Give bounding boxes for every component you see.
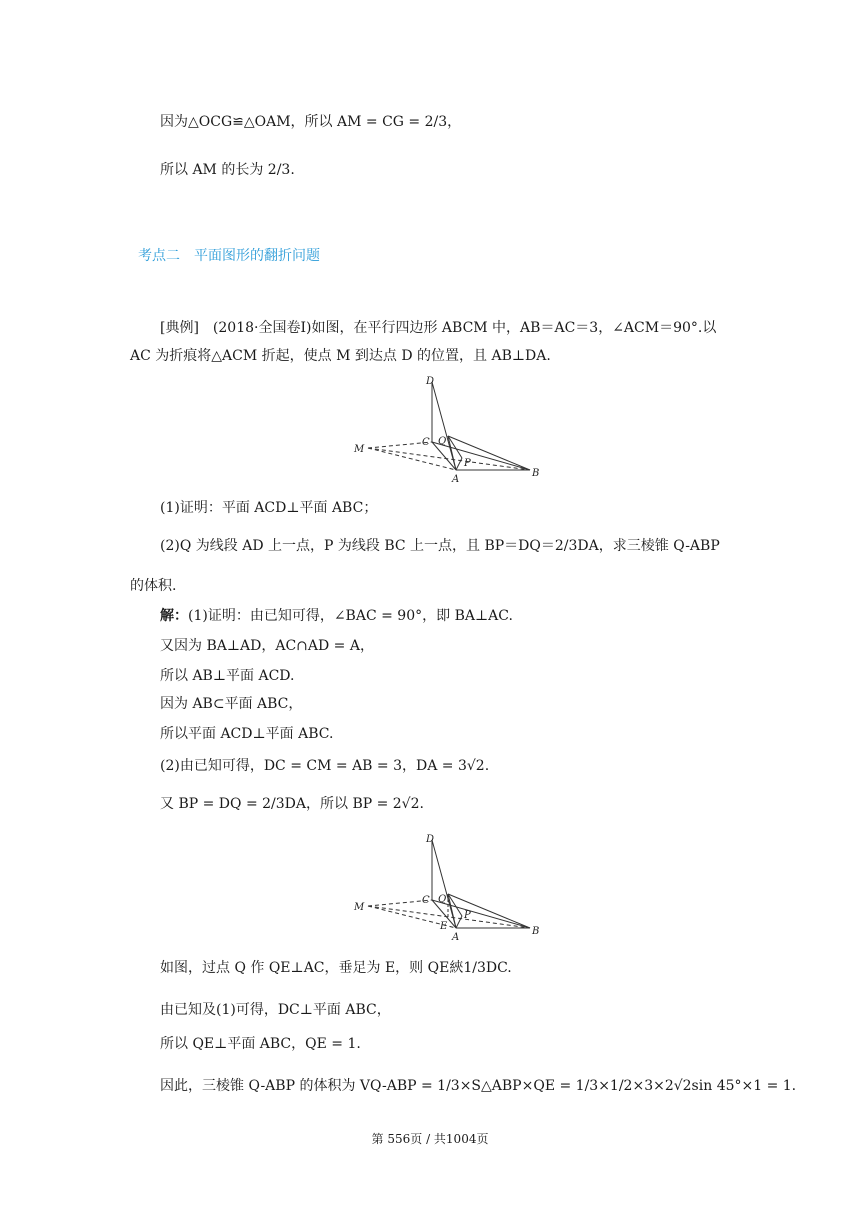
section-heading: 考点二 平面图形的翻折问题 xyxy=(138,248,320,264)
solution-line-2: 又因为 BA⊥AD，AC∩AD = A， xyxy=(160,638,374,654)
edge-AP xyxy=(456,916,462,928)
edge-MB xyxy=(368,906,530,928)
edge-CB xyxy=(432,442,530,470)
label-D: D xyxy=(426,376,435,387)
label-M: M xyxy=(354,902,365,913)
solution-line-4: 因为 AB⊂平面 ABC， xyxy=(160,696,303,712)
solution-label: 解： xyxy=(160,608,188,624)
label-C: C xyxy=(422,437,430,448)
text-line-2: 所以 AM 的长为 2/3. xyxy=(160,162,295,178)
solution-line-8: 如图，过点 Q 作 QE⊥AC，垂足为 E，则 QE綊1/3DC. xyxy=(160,960,512,976)
edge-MB xyxy=(368,448,530,470)
label-B: B xyxy=(532,926,540,937)
label-A: A xyxy=(452,474,460,484)
solution-line-6: (2)由已知可得，DC = CM = AB = 3，DA = 3√2. xyxy=(160,758,490,774)
label-D: D xyxy=(426,834,435,845)
solution-line-11: 因此，三棱锥 Q-ABP 的体积为 VQ-ABP = 1/3×S△ABP×QE = 1/3×1/2×3×2√2sin 45°×1 = 1. xyxy=(160,1078,797,1094)
example-line-2: AC 为折痕将△ACM 折起，使点 M 到达点 D 的位置，且 AB⊥DA. xyxy=(130,348,551,364)
solution-line-3: 所以 AB⊥平面 ACD. xyxy=(160,668,295,684)
question-1: (1)证明：平面 ACD⊥平面 ABC； xyxy=(160,500,378,516)
fold-figure-2 xyxy=(350,830,550,942)
solution-line-10: 所以 QE⊥平面 ABC，QE = 1. xyxy=(160,1036,361,1052)
fold-figure-1 xyxy=(350,372,550,484)
label-B: B xyxy=(532,468,540,479)
text-line-1: 因为△OCG≌△OAM，所以 AM = CG = 2/3， xyxy=(160,114,462,130)
page-footer: 第 556页 / 共1004页 xyxy=(371,1132,489,1146)
label-Q: Q xyxy=(438,436,447,447)
label-P: P xyxy=(464,458,471,469)
solution-line-1 xyxy=(160,606,513,626)
solution-line-9: 由已知及(1)可得，DC⊥平面 ABC， xyxy=(160,1002,391,1018)
label-A: A xyxy=(452,932,460,942)
solution-line-5: 所以平面 ACD⊥平面 ABC. xyxy=(160,726,334,742)
label-Q: Q xyxy=(438,894,447,905)
solution-line-7: 又 BP = DQ = 2/3DA，所以 BP = 2√2. xyxy=(160,796,424,812)
example-line-1: [典例] (2018·全国卷Ⅰ)如图，在平行四边形 ABCM 中，AB＝AC＝3，∠ACM＝90°.以 xyxy=(160,320,717,336)
label-E: E xyxy=(440,921,448,932)
question-2b: 的体积. xyxy=(130,578,177,594)
label-M: M xyxy=(354,444,365,455)
label-C: C xyxy=(422,895,430,906)
label-P: P xyxy=(464,910,471,921)
edge-MA xyxy=(368,448,456,470)
solution-line-1-text: (1)证明：由已知可得，∠BAC = 90°，即 BA⊥AC. xyxy=(188,608,513,624)
question-2a: (2)Q 为线段 AD 上一点，P 为线段 BC 上一点，且 BP＝DQ＝2/3DA，求三棱锥 Q-ABP xyxy=(160,538,720,554)
edge-AP xyxy=(456,458,462,470)
